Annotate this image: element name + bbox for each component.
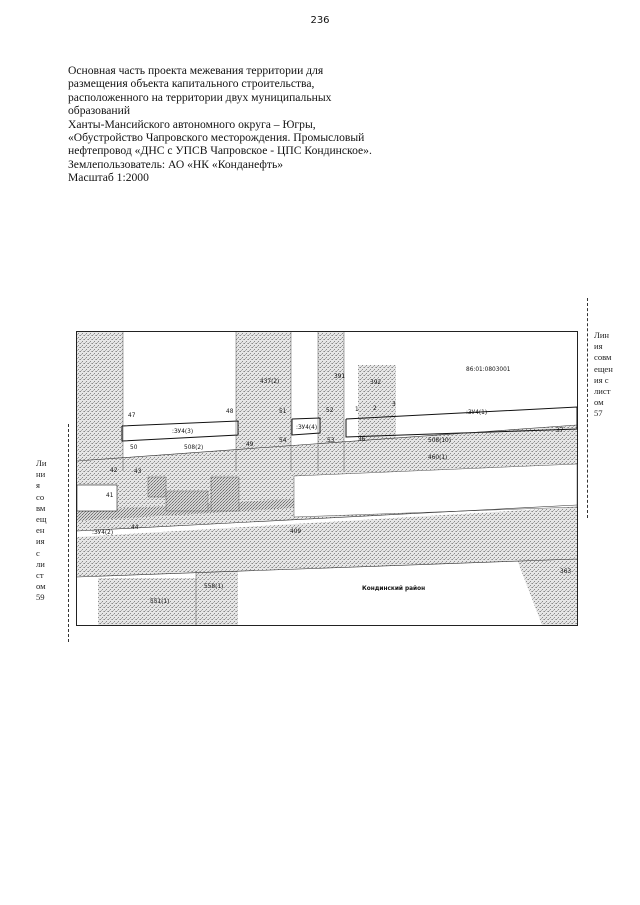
- parcel-label: 391: [334, 374, 346, 380]
- point-label: 52: [326, 408, 334, 414]
- note-line: со: [36, 491, 45, 502]
- parcel-shape: [166, 491, 208, 511]
- point-label: 42: [110, 468, 118, 474]
- point-label: 51: [279, 409, 287, 415]
- point-label: 47: [128, 413, 136, 419]
- parcel-shape: [98, 578, 196, 625]
- note-line: ещ: [36, 514, 47, 525]
- parcel-label: 363: [560, 569, 572, 575]
- point-label: 48: [226, 409, 234, 415]
- note-line: я: [36, 480, 40, 491]
- district-label: Кондинский район: [362, 586, 426, 592]
- parcel-label: 392: [370, 380, 382, 386]
- header-line: Масштаб 1:2000: [68, 171, 149, 185]
- parcel-shape: [77, 332, 123, 472]
- parcel-label: :ЗУ4(2): [92, 530, 114, 536]
- note-line: ни: [36, 469, 46, 480]
- point-label: 43: [134, 469, 142, 475]
- parcel-label: 558(1): [204, 584, 224, 590]
- header-line: Ханты-Мансийского автономного округа – Югры,: [68, 117, 316, 131]
- page-number: 236: [310, 15, 330, 26]
- point-label: 41: [106, 493, 114, 499]
- parcel-label: :ЗУ4(1): [466, 410, 488, 416]
- note-line: ли: [36, 558, 45, 569]
- parcel-label: 409: [290, 529, 302, 535]
- parcel-shape: [196, 571, 238, 625]
- parcel-label: 437(2): [260, 379, 280, 385]
- header-line: нефтепровод «ДНС с УПСВ Чапровское - ЦПС Кондинское».: [68, 144, 372, 158]
- note-line: 57: [594, 408, 603, 419]
- header-line: образований: [68, 104, 131, 118]
- note-line: совм: [594, 352, 612, 363]
- quarter-number-label: 86:01:0803001: [466, 367, 511, 373]
- note-line: ом: [36, 581, 46, 592]
- point-label: 50: [130, 445, 138, 451]
- point-label: 2: [373, 406, 377, 412]
- note-line: ен: [36, 525, 45, 536]
- note-line: ия с: [594, 374, 609, 385]
- match-line-right: [587, 298, 588, 518]
- note-line: вм: [36, 502, 46, 513]
- match-line-left: [68, 424, 69, 642]
- note-line: ещен: [594, 363, 613, 374]
- note-line: ст: [36, 570, 44, 581]
- point-label: 53: [327, 438, 335, 444]
- note-line: Лин: [594, 330, 610, 340]
- note-line: Ли: [36, 458, 47, 468]
- note-line: 59: [36, 592, 45, 603]
- point-label: 49: [246, 442, 254, 448]
- note-line: ом: [594, 397, 604, 408]
- header-line: Землепользователь: АО «НК «Конданефть»: [68, 157, 284, 171]
- cadastral-map: [76, 331, 578, 626]
- note-line: ия: [594, 341, 603, 352]
- parcel-label: 460(1): [428, 455, 448, 461]
- document-header: [68, 64, 488, 185]
- point-label: 54: [279, 438, 287, 444]
- note-line: с: [36, 547, 40, 558]
- header-line: размещения объекта капитального строительства,: [68, 77, 315, 91]
- parcel-shape: [358, 365, 396, 445]
- parcel-shape: [211, 477, 239, 511]
- header-line: расположенного на территории двух муниципальных: [68, 90, 332, 104]
- match-line-note-left: [36, 458, 64, 604]
- point-label: 36: [358, 437, 366, 443]
- match-line-note-right: [594, 330, 628, 420]
- header-line: «Обустройство Чапровского месторождения. Промысловый: [68, 131, 365, 145]
- parcel-label: 551(1): [150, 599, 170, 605]
- parcel-label: 508(10): [428, 438, 451, 444]
- point-label: 3: [392, 402, 396, 408]
- point-label: 37: [556, 428, 564, 434]
- note-line: ия: [36, 536, 45, 547]
- point-label: 1: [355, 407, 359, 413]
- parcel-label: :ЗУ4(3): [172, 429, 194, 435]
- parcel-label: 508(2): [184, 445, 204, 451]
- parcel-label: :ЗУ4(4): [296, 425, 318, 431]
- header-line: Основная часть проекта межевания территории для: [68, 64, 324, 77]
- point-label: 44: [131, 525, 139, 531]
- note-line: лист: [594, 386, 611, 397]
- parcel-shape: [148, 477, 166, 497]
